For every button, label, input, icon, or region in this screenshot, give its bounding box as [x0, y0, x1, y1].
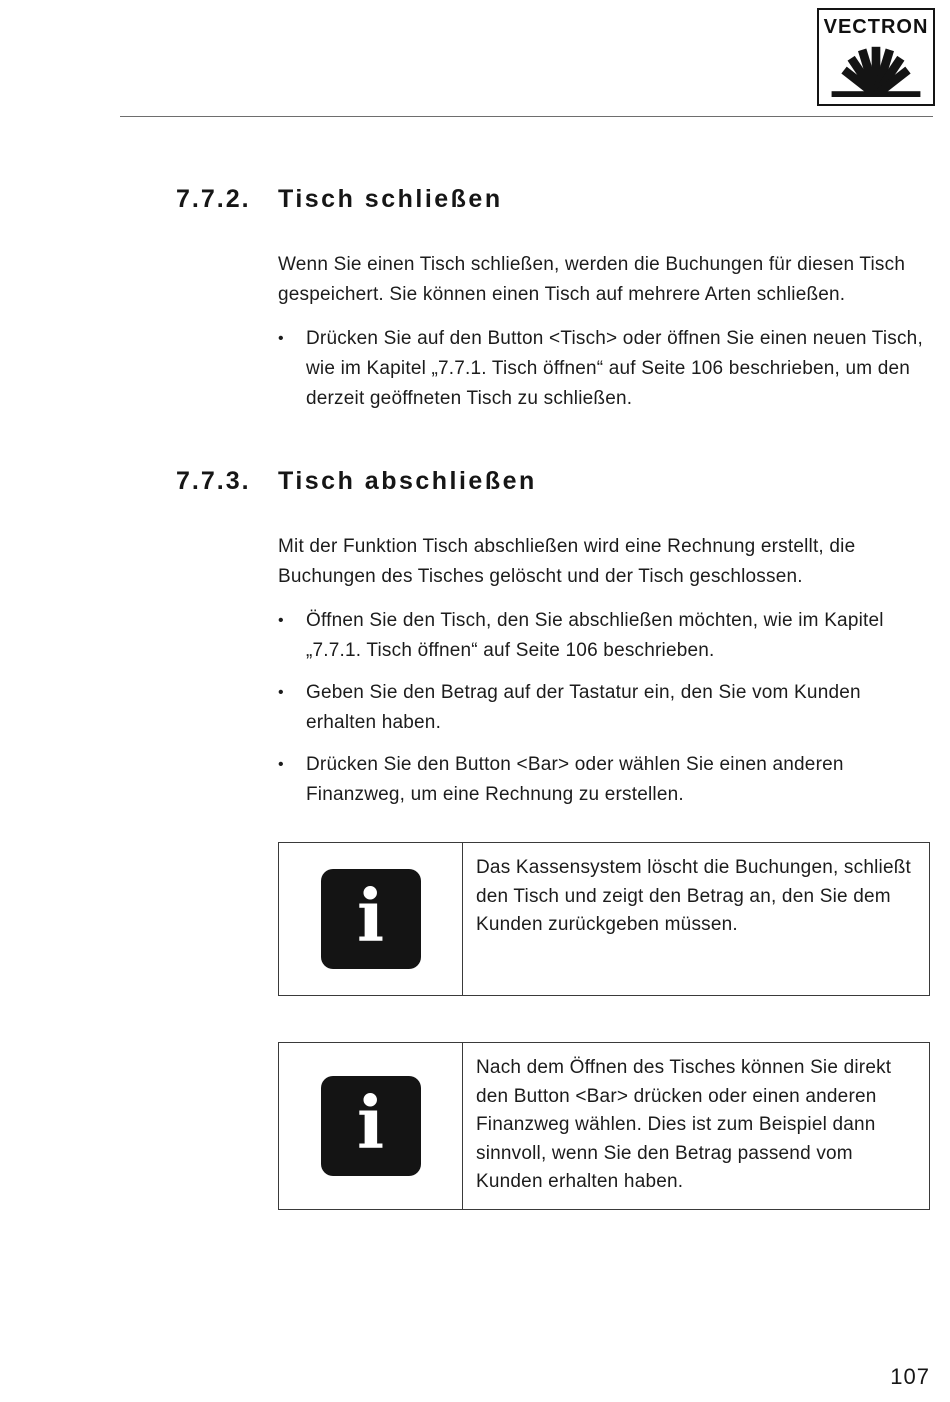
bullet-marker: • — [278, 756, 284, 773]
bullet-item — [278, 678, 930, 738]
paragraph: Wenn Sie einen Tisch schließen, werden die Buchungen für diesen Tisch gespeichert. Sie können einen Tisch auf mehrere Arten schließen. — [278, 254, 906, 305]
section-title: Tisch schließen — [278, 185, 503, 213]
info-box — [278, 842, 930, 996]
document-content — [176, 0, 930, 1210]
info-box-icon-cell — [279, 843, 463, 995]
vectron-logo-text: VECTRON — [823, 16, 929, 38]
section-title: Tisch abschließen — [278, 467, 537, 495]
info-box — [278, 1042, 930, 1210]
bullet-item — [278, 324, 930, 414]
paragraph: Mit der Funktion Tisch abschließen wird eine Rechnung erstellt, die Buchungen des Tisches gelöscht und der Tisch geschlossen. — [278, 536, 856, 587]
bullet-marker: • — [278, 684, 284, 701]
section-number: 7.7.3. — [176, 467, 251, 495]
bullet-list — [278, 324, 930, 414]
section-heading — [176, 185, 930, 214]
bullet-list — [278, 606, 930, 810]
section-tisch-abschliessen — [176, 467, 930, 810]
bullet-text: Drücken Sie den Button <Bar> oder wählen Sie einen anderen Finanzweg, um eine Rechnung zu erstellen. — [306, 754, 844, 805]
info-icon: i — [321, 1076, 421, 1176]
page-number: 107 — [890, 1364, 930, 1389]
bullet-text: Drücken Sie auf den Button <Tisch> oder öffnen Sie einen neuen Tisch, wie im Kapitel „7.7.1. Tisch öffnen“ auf Seite 106 beschrieben, um den derzeit geöffneten Tisch zu schließen. — [306, 328, 923, 409]
info-box-text: Nach dem Öffnen des Tisches können Sie direkt den Button <Bar> drücken oder einen anderen Finanzweg wählen. Dies ist zum Beispiel dann sinnvoll, wenn Sie den Betrag passend vom Kunden erhalten haben. — [476, 1057, 892, 1192]
bullet-marker: • — [278, 612, 284, 629]
bullet-marker: • — [278, 330, 284, 347]
bullet-item — [278, 750, 930, 810]
info-box-icon-cell — [279, 1043, 463, 1209]
section-tisch-schliessen — [176, 185, 930, 414]
bullet-item — [278, 606, 930, 666]
info-icon: i — [321, 869, 421, 969]
section-number: 7.7.2. — [176, 185, 251, 213]
bullet-text: Öffnen Sie den Tisch, den Sie abschließen möchten, wie im Kapitel „7.7.1. Tisch öffnen“ auf Seite 106 beschrieben. — [306, 610, 884, 661]
bullet-text: Geben Sie den Betrag auf der Tastatur ein, den Sie vom Kunden erhalten haben. — [306, 682, 861, 733]
section-heading — [176, 467, 930, 496]
info-box-text: Das Kassensystem löscht die Buchungen, schließt den Tisch und zeigt den Betrag an, den Sie dem Kunden zurückgeben müssen. — [476, 857, 911, 935]
